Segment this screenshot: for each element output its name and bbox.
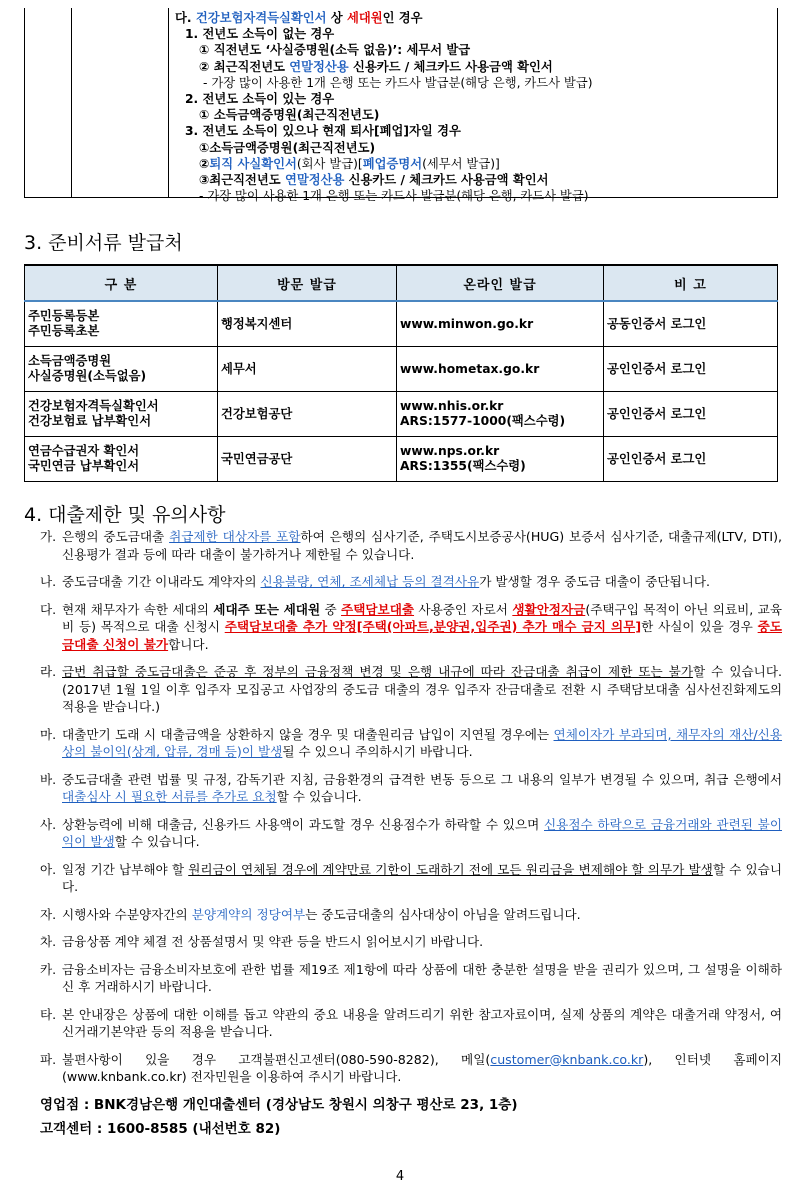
doc-cell: 소득금액증명원 사실증명원(소득없음)	[25, 347, 218, 392]
note-cell: 공인인증서 로그인	[604, 437, 778, 482]
item3-title: 3. 전년도 소득이 있으나 현재 퇴사[폐업]자일 경우	[185, 124, 461, 139]
box-heading: 다. 건강보험자격득실확인서 상 세대원인 경우	[175, 11, 423, 25]
item2-title: 2. 전년도 소득이 있는 경우	[185, 92, 335, 107]
notice-ra: 라. 금번 취급할 중도금대출은 준공 후 정부의 금융정책 변경 및 은행 내규에 따라 잔금대출 취급이 제한 또는 불가할 수 있습니다. (2017년 1월 1일 이후 입주자 모집공고 사업장의 중도금 대출의 경우 입주자 잔금대출로 전환 시 주택담보대출 심사선진화제도의 적용을 받습니다.)	[40, 664, 782, 714]
online-cell: www.minwon.go.kr	[397, 301, 604, 347]
item3-sub1: ①소득금액증명원(최근직전년도)	[199, 140, 376, 155]
issuer-table	[24, 264, 778, 482]
item1-sub2: ② 최근직전년도 연말정산용 신용카드 / 체크카드 사용금액 확인서	[199, 59, 553, 74]
item3-sub3-note: - 가장 많이 사용한 1개 은행 또는 카드사 발급분(해당 은행, 카드사 발급)	[199, 189, 589, 204]
branch-info: 영업점 : BNK경남은행 개인대출센터 (경상남도 창원시 의창구 평산로 23, 1층)	[40, 1097, 518, 1113]
item1-sub1: ① 직전년도 ‘사실증명원(소득 없음)’: 세무서 발급	[199, 43, 471, 58]
support-email-link[interactable]: customer@knbank.co.kr	[490, 1051, 644, 1067]
notice-pa: 파. 불편사항이 있을 경우 고객불편신고센터(080-590-8282), 메일(customer@knbank.co.kr), 인터넷 홈페이지(www.knbank.co.kr) 전자민원을 이용하여 주시기 바랍니다.	[40, 1051, 782, 1084]
top-requirements-box	[24, 8, 778, 204]
doc-cell: 건강보험자격득실확인서 건강보험료 납부확인서	[25, 392, 218, 437]
note-cell: 공인인증서 로그인	[604, 347, 778, 392]
notice-ja: 자. 시행사와 수분양자간의 분양계약의 정당여부는 중도금대출의 심사대상이 아님을 알려드립니다.	[40, 906, 581, 922]
notice-list	[40, 528, 782, 1096]
doc-cell: 연금수급권자 확인서 국민연금 납부확인서	[25, 437, 218, 482]
notice-da: 다. 현재 채무자가 속한 세대의 세대주 또는 세대원 중 주택담보대출 사용중인 자로서 생활안정자금(주택구입 목적이 아닌 의료비, 교육비 등) 목적으로 대출 신청시 주택담보대출 추가 약정[주택(아파트,분양권,입주권) 추가 매수 금지 의무]한 사실이 있을 경우 중도금대출 신청이 불가합니다.	[40, 601, 782, 652]
header-online: 온라인 발급	[397, 265, 604, 301]
item3-sub2: ②퇴직 사실확인서(회사 발급)[폐업증명서(세무서 발급)]	[199, 156, 500, 171]
notice-ba: 바. 중도금대출 관련 법률 및 규정, 감독기관 지침, 금융환경의 급격한 변동 등으로 그 내용의 일부가 변경될 수 있으며, 취급 은행에서 대출심사 시 필요한 서류를 추가로 요청할 수 있습니다.	[40, 771, 782, 804]
contact-footer	[40, 1093, 518, 1141]
table-row	[25, 437, 778, 482]
visit-cell: 세무서	[218, 347, 397, 392]
notice-ma: 마. 대출만기 도래 시 대출금액을 상환하지 않을 경우 및 대출원리금 납입이 지연될 경우에는 연체이자가 부과되며, 채무자의 재산/신용상의 불이익(상계, 압류, 경매 등)이 발생될 수 있으니 주의하시기 바랍니다.	[40, 726, 782, 759]
section4-title: 4. 대출제한 및 유의사항	[24, 504, 226, 526]
notice-ta: 타. 본 안내장은 상품에 대한 이해를 돕고 약관의 중요 내용을 알려드리기 위한 참고자료이며, 실제 상품의 계약은 대출거래 약정서, 여신거래기본약관 등의 적용을 받습니다.	[40, 1006, 782, 1039]
call-center-info: 고객센터 : 1600-8585 (내선번호 82)	[40, 1121, 281, 1137]
header-note: 비 고	[604, 265, 778, 301]
doc-cell: 주민등록등본 주민등록초본	[25, 301, 218, 347]
box-column-1	[25, 8, 72, 197]
notice-sa: 사. 상환능력에 비해 대출금, 신용카드 사용액이 과도할 경우 신용점수가 하락할 수 있으며 신용점수 하락으로 금융거래와 관련된 불이익이 발생할 수 있습니다.	[40, 816, 782, 849]
section3-title: 3. 준비서류 발급처	[24, 232, 183, 254]
visit-cell: 건강보험공단	[218, 392, 397, 437]
table-row	[25, 347, 778, 392]
online-cell: www.hometax.go.kr	[397, 347, 604, 392]
item2-sub1: ① 소득금액증명원(최근직전년도)	[199, 108, 380, 123]
notice-a: 아. 일정 기간 납부해야 할 원리금이 연체될 경우에 계약만료 기한이 도래하기 전에 모든 원리금을 변제해야 할 의무가 발생할 수 있습니다.	[40, 861, 782, 894]
visit-cell: 행정복지센터	[218, 301, 397, 347]
online-cell: www.nhis.or.kr ARS:1577-1000(팩스수령)	[397, 392, 604, 437]
note-cell: 공인인증서 로그인	[604, 392, 778, 437]
table-row	[25, 392, 778, 437]
table-row	[25, 301, 778, 347]
header-category: 구 분	[25, 265, 218, 301]
item1-sub2-note: - 가장 많이 사용한 1개 은행 또는 카드사 발급분(해당 은행, 카드사 발급)	[203, 75, 593, 90]
notice-na: 나. 중도금대출 기간 이내라도 계약자의 신용불량, 연체, 조세체납 등의 결격사유가 발생할 경우 중도금 대출이 중단됩니다.	[40, 574, 711, 589]
notice-cha: 차. 금융상품 계약 체결 전 상품설명서 및 약관 등을 반드시 읽어보시기 바랍니다.	[40, 934, 484, 949]
page-number: 4	[395, 1169, 405, 1184]
notice-ka: 카. 금융소비자는 금융소비자보호에 관한 법률 제19조 제1항에 따라 상품에 대한 충분한 설명을 받을 권리가 있으며, 그 설명을 이해하신 후 거래하시기 바랍니다.	[40, 961, 782, 994]
box-column-2	[72, 8, 169, 197]
table-header-row	[25, 265, 778, 301]
notice-ga: 가. 은행의 중도금대출 취급제한 대상자를 포함하여 은행의 심사기준, 주택도시보증공사(HUG) 보증서 심사기준, 대출규제(LTV, DTI), 신용평가 결과 등에 따라 대출이 불가하거나 제한될 수 있습니다.	[40, 529, 783, 562]
item3-sub3: ③최근직전년도 연말정산용 신용카드 / 체크카드 사용금액 확인서	[199, 173, 549, 188]
online-cell: www.nps.or.kr ARS:1355(팩스수령)	[397, 437, 604, 482]
item1-title: 1. 전년도 소득이 없는 경우	[185, 27, 335, 42]
box-content	[169, 8, 777, 204]
visit-cell: 국민연금공단	[218, 437, 397, 482]
header-visit: 방문 발급	[218, 265, 397, 301]
note-cell: 공동인증서 로그인	[604, 301, 778, 347]
